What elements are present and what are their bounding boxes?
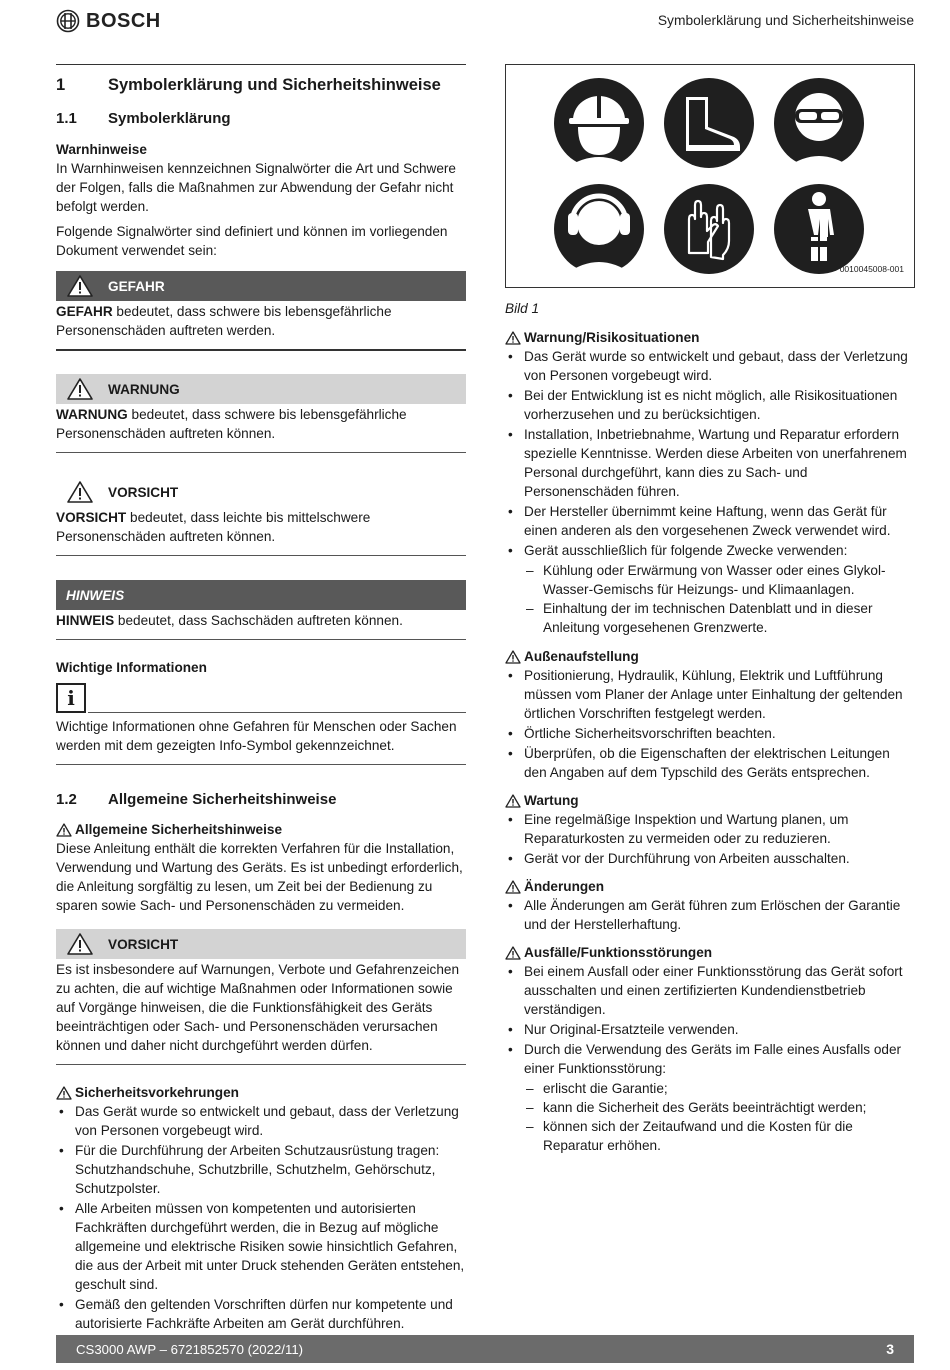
info-icon: i xyxy=(56,683,86,713)
bosch-armature-icon xyxy=(56,9,80,33)
warnung-text xyxy=(56,404,466,453)
aenderungen-heading xyxy=(505,877,915,896)
aussen-list xyxy=(505,666,915,782)
warning-triangle-icon xyxy=(66,274,94,298)
section-title: Symbolerklärung xyxy=(108,110,231,127)
page-number: 3 xyxy=(886,1340,894,1357)
warning-triangle-icon xyxy=(505,331,521,345)
list-item: • Der Hersteller übernimmt keine Haftung, wenn das Gerät für einen anderen als den vorgesehenen Zweck verwendet wird. xyxy=(505,502,915,540)
helmet-icon xyxy=(554,78,644,168)
warning-triangle-icon xyxy=(505,880,521,894)
ppe-pictograms xyxy=(506,65,916,289)
hinweis-bar xyxy=(56,580,466,610)
warning-triangle-icon xyxy=(505,946,521,960)
aussen-heading-text: Außenaufstellung xyxy=(524,649,639,664)
footer-doc-id: CS3000 AWP – 6721852570 (2022/11) xyxy=(76,1341,304,1357)
list-item: • Alle Änderungen am Gerät führen zum Erlöschen der Garantie und der Herstellerhaftung. xyxy=(505,896,915,934)
list-item: • Alle Arbeiten müssen von kompetenten und autorisierten Fachkräften durchgeführt werden, die in Bezug auf mögliche allgemeine und elektrische Risiken sowie hinsichtlich Gefahren, die aus der Arbeit mit unter Druck stehenden Geräten entstehen, geschult sind. xyxy=(56,1199,466,1294)
wartung-list xyxy=(505,810,915,868)
ppe-figure xyxy=(505,64,915,288)
list-item: • Gerät vor der Durchführung von Arbeiten ausschalten. xyxy=(505,849,915,868)
list-item: • Das Gerät wurde so entwickelt und gebaut, dass der Verletzung von Personen vorgebeugt wird. xyxy=(56,1102,466,1140)
section-title: Symbolerklärung und Sicherheitshinweise xyxy=(108,76,441,94)
sicherheitsvorkehrungen-heading xyxy=(56,1083,466,1102)
gefahr-bold: GEFAHR xyxy=(56,304,113,319)
running-header-title: Symbolerklärung und Sicherheitshinweise xyxy=(657,13,914,28)
ausfall-list xyxy=(505,962,915,1155)
list-item-text: Durch die Verwendung des Geräts im Falle eines Ausfalls oder einer Funktionsstörung: xyxy=(524,1042,902,1076)
section-title: Allgemeine Sicherheitshinweise xyxy=(108,791,337,808)
aenderungen-heading-text: Änderungen xyxy=(524,879,605,894)
warnung-bold: WARNUNG xyxy=(56,407,128,422)
list-item xyxy=(505,1040,915,1155)
sub-list-item: – Einhaltung der im technischen Datenblatt und in dieser Anleitung vorgesehenen Grenzwerte. xyxy=(524,599,915,637)
hinweis-box xyxy=(56,580,466,640)
bosch-logo xyxy=(56,9,161,33)
vorsicht-bar-2 xyxy=(56,929,466,959)
info-heading: Wichtige Informationen xyxy=(56,660,207,675)
risiko-heading-text: Warnung/Risikosituationen xyxy=(524,330,700,345)
list-item: • Gemäß den geltenden Vorschriften dürfen nur kompetente und autorisierte Fachkräfte Arbeiten am Gerät durchführen. xyxy=(56,1295,466,1333)
list-item: • Das Gerät wurde so entwickelt und gebaut, dass der Verletzung von Personen vorgebeugt wird. xyxy=(505,347,915,385)
page-header xyxy=(0,0,950,40)
sub-list-item: – können sich der Zeitaufwand und die Kosten für die Reparatur erhöhen. xyxy=(524,1117,915,1155)
info-rule xyxy=(88,712,466,713)
section-1-1-heading xyxy=(56,109,466,129)
gefahr-label: GEFAHR xyxy=(108,278,165,294)
risiko-heading xyxy=(505,328,915,347)
allgemeine-text: Diese Anleitung enthält die korrekten Verfahren für die Installation, Verwendung und Wartung des Geräts. Es ist unbedingt erforderlich, die Anleitung sorgfältig zu lesen, um Zeit bei der Bedienung zu sparen sowie Sach- und Personenschäden zu vermeiden. xyxy=(56,841,463,913)
figure-caption: Bild 1 xyxy=(505,301,540,316)
warnung-bar xyxy=(56,374,466,404)
gefahr-desc: bedeutet, dass schwere bis lebensgefährliche Personenschäden auftreten werden. xyxy=(56,304,392,338)
list-item: • Bei einem Ausfall oder einer Funktionsstörung das Gerät sofort ausschalten und einen zertifizierten Kundendienstbetrieb verständigen. xyxy=(505,962,915,1019)
list-item: • Nur Original-Ersatzteile verwenden. xyxy=(505,1020,915,1039)
sub-list xyxy=(524,561,915,637)
vorsicht-text-2: Es ist insbesondere auf Warnungen, Verbote und Gefahrenzeichen zu achten, die auf wichtige Maßnahmen oder Informationen sowie auf Vorgänge hinweisen, die die Funktionsfähigkeit des Geräts beeinträchtigen oder Sach- und Personenschäden verursachen können und daher nicht durchgeführt werden dürfen. xyxy=(56,959,466,1065)
brand-name: BOSCH xyxy=(86,9,161,32)
list-item: • Eine regelmäßige Inspektion und Wartung planen, um Reparaturkosten zu vermeiden oder zu reduzieren. xyxy=(505,810,915,848)
vorsicht-label-2: VORSICHT xyxy=(108,936,179,952)
ausfall-heading xyxy=(505,943,915,962)
allgemeine-heading-text: Allgemeine Sicherheitshinweise xyxy=(75,822,282,837)
goggles-icon xyxy=(774,78,864,168)
warning-triangle-icon xyxy=(66,480,94,504)
sicherheitsvorkehrungen-list xyxy=(56,1102,466,1333)
vorsicht-bar xyxy=(56,477,466,507)
hinweis-bold: HINWEIS xyxy=(56,613,115,628)
figure-id: 0010045008-001 xyxy=(839,264,904,274)
section-number: 1.2 xyxy=(56,791,77,808)
section-number: 1.1 xyxy=(56,110,77,127)
warnung-box xyxy=(56,374,466,453)
page-footer xyxy=(56,1335,914,1363)
vorsicht-label: VORSICHT xyxy=(108,484,179,500)
list-item: • Bei der Entwicklung ist es nicht möglich, alle Risikosituationen vorherzusehen und zu berücksichtigen. xyxy=(505,386,915,424)
vorsicht-bold: VORSICHT xyxy=(56,510,127,525)
left-column xyxy=(56,64,466,1334)
vorsicht-box xyxy=(56,477,466,556)
warning-triangle-icon xyxy=(505,794,521,808)
warning-triangle-icon xyxy=(66,932,94,956)
warning-triangle-icon xyxy=(505,650,521,664)
hinweis-label: HINWEIS xyxy=(66,587,125,603)
warnung-desc: bedeutet, dass schwere bis lebensgefährliche Personenschäden auftreten können. xyxy=(56,407,407,441)
signalwoerter-text: Folgende Signalwörter sind definiert und können im vorliegenden Dokument verwendet sein: xyxy=(56,224,448,258)
list-item: • Überprüfen, ob die Eigenschaften der elektrischen Leitungen den Angaben auf dem Typschild des Geräts entsprechen. xyxy=(505,744,915,782)
list-item: • Installation, Inbetriebnahme, Wartung und Reparatur erfordern spezielle Kenntnisse. Werden diese Arbeiten von unerfahrenem Personal durchgeführt, kann dies zu Sach- und Personenschäden führen. xyxy=(505,425,915,501)
warning-triangle-icon xyxy=(56,1086,72,1100)
wartung-heading xyxy=(505,791,915,810)
gefahr-text xyxy=(56,301,466,351)
list-item: • Für die Durchführung der Arbeiten Schutzausrüstung tragen: Schutzhandschuhe, Schutzbrille, Schutzhelm, Gehörschutz, Schutzpolster. xyxy=(56,1141,466,1198)
list-item: • Örtliche Sicherheitsvorschriften beachten. xyxy=(505,724,915,743)
safety-boot-icon xyxy=(664,78,754,168)
vorsicht-desc: bedeutet, dass leichte bis mittelschwere Personenschäden auftreten können. xyxy=(56,510,371,544)
section-1-2-heading xyxy=(56,790,466,810)
hinweis-text xyxy=(56,610,466,640)
info-box xyxy=(56,683,466,765)
sub-list xyxy=(524,1079,915,1155)
warnhinweise-text: In Warnhinweisen kennzeichnen Signalwörter die Art und Schwere der Folgen, falls die Maßnahmen zur Abwendung der Gefahr nicht befolgt werden. xyxy=(56,161,456,214)
gefahr-bar xyxy=(56,271,466,301)
section-1-heading xyxy=(56,64,466,96)
list-item-text: Gerät ausschließlich für folgende Zwecke verwenden: xyxy=(524,543,848,558)
aenderungen-list xyxy=(505,896,915,934)
ear-protection-icon xyxy=(554,184,644,274)
sub-list-item: – kann die Sicherheit des Geräts beeinträchtigt werden; xyxy=(524,1098,915,1117)
gefahr-box xyxy=(56,271,466,351)
aussen-heading xyxy=(505,647,915,666)
allgemeine-heading xyxy=(56,820,466,839)
warnhinweise-heading: Warnhinweise xyxy=(56,142,147,157)
gloves-icon xyxy=(664,184,754,274)
vorsicht-text xyxy=(56,507,466,556)
ausfall-heading-text: Ausfälle/Funktionsstörungen xyxy=(524,945,713,960)
vorsicht-box-2 xyxy=(56,929,466,1065)
info-text: Wichtige Informationen ohne Gefahren für Menschen oder Sachen werden mit dem gezeigten Info-Symbol gekennzeichnet. xyxy=(56,713,466,765)
sub-list-item: – Kühlung oder Erwärmung von Wasser oder eines Glykol-Wasser-Gemischs für Heizungs- und Klimaanlagen. xyxy=(524,561,915,599)
wartung-heading-text: Wartung xyxy=(524,793,579,808)
warning-triangle-icon xyxy=(66,377,94,401)
sicherheitsvorkehrungen-text: Sicherheitsvorkehrungen xyxy=(75,1085,239,1100)
sub-list-item: – erlischt die Garantie; xyxy=(524,1079,915,1098)
warning-triangle-icon xyxy=(56,823,72,837)
risiko-list xyxy=(505,347,915,637)
hinweis-desc: bedeutet, dass Sachschäden auftreten können. xyxy=(114,613,403,628)
section-number: 1 xyxy=(56,76,66,94)
warnung-label: WARNUNG xyxy=(108,381,180,397)
right-column xyxy=(505,64,915,1156)
list-item: • Positionierung, Hydraulik, Kühlung, Elektrik und Luftführung müssen vom Planer der Anlage unter Einhaltung der geltenden örtlichen Vorschriften festgelegt werden. xyxy=(505,666,915,723)
list-item xyxy=(505,541,915,637)
